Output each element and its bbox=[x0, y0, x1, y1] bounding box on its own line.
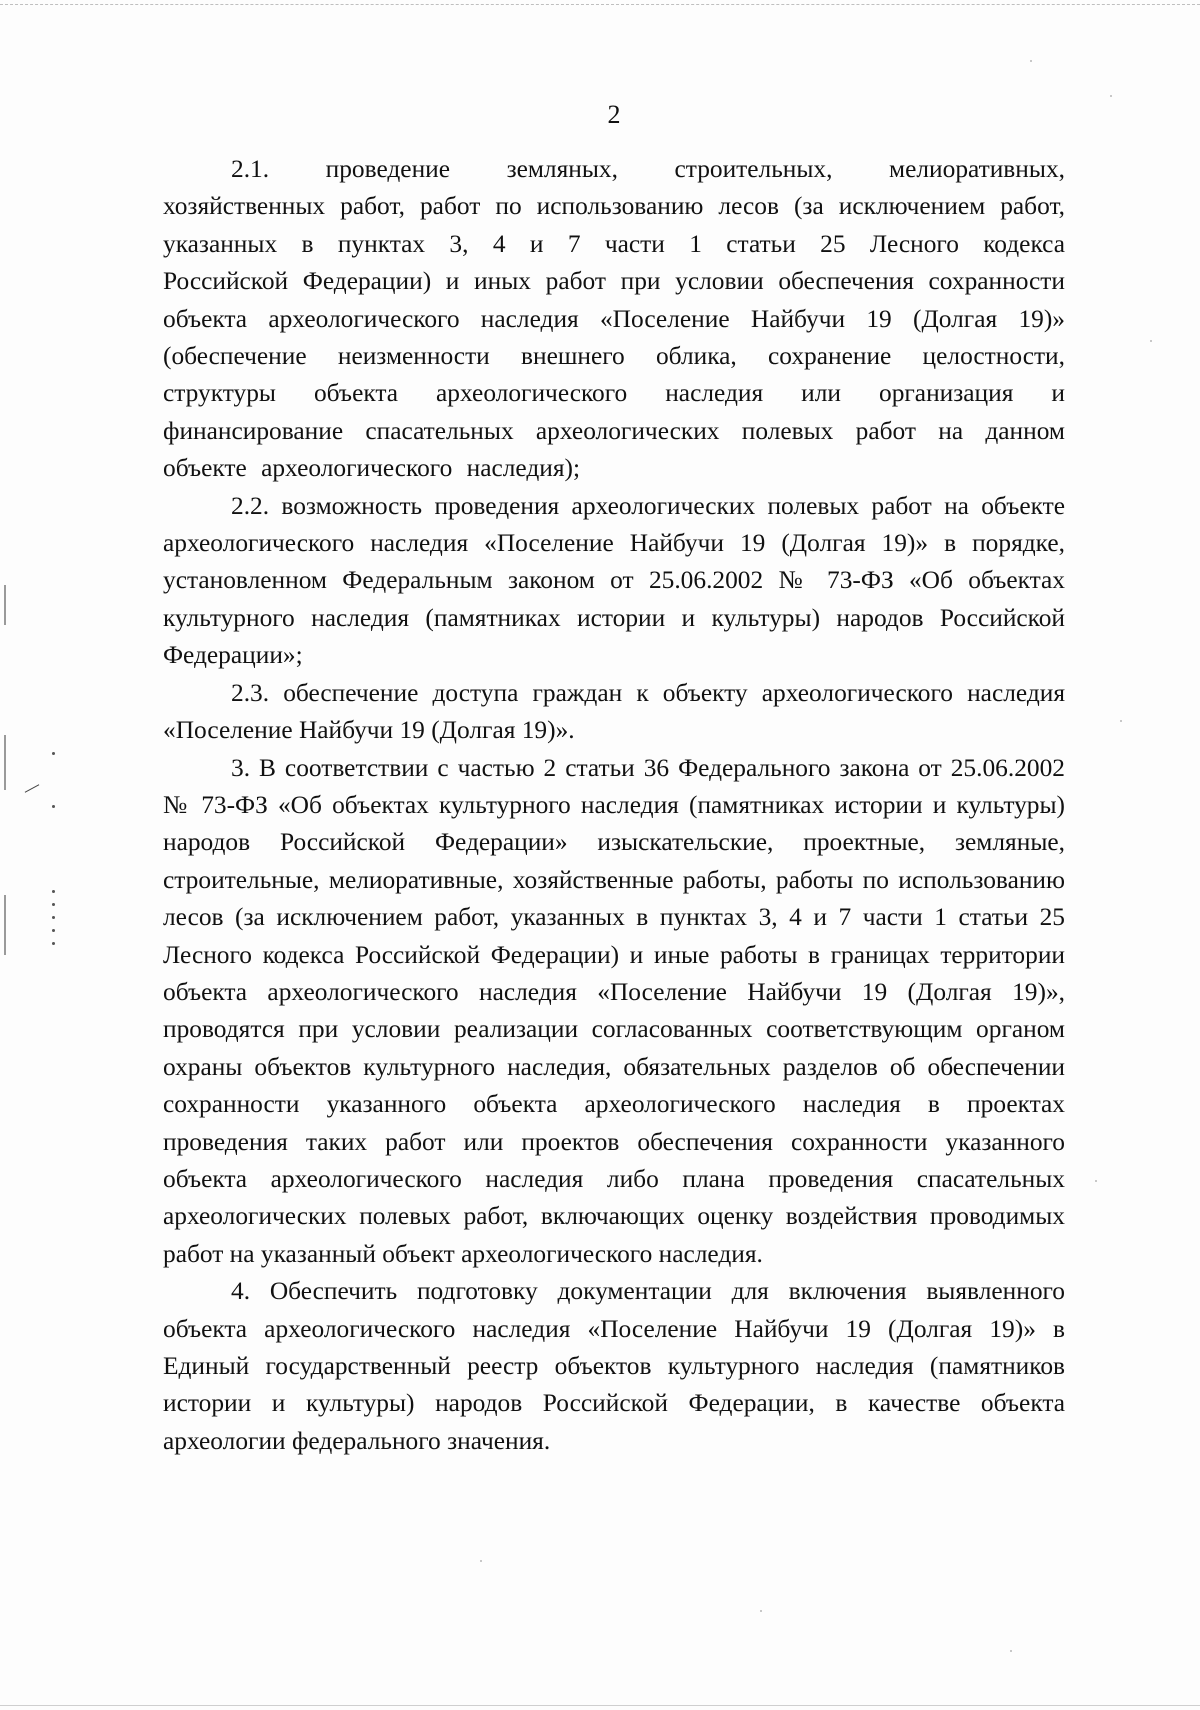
scan-speck bbox=[760, 1610, 762, 1612]
scan-speck bbox=[1010, 1650, 1012, 1652]
paragraph-2-2: 2.2. возможность проведения археологических полевых работ на объекте археологического наследия «Поселение Найбучи 19 (Долгая 19)» в порядке, установленном Федеральным законом от 25.06.2002 № 73-ФЗ «Об объектах культурного наследия (памятниках истории и культуры) народов Российской Федерации»; bbox=[163, 491, 1065, 670]
paragraph-2-3: 2.3. обеспечение доступа граждан к объекту археологического наследия «Поселение Найбучи 19 (Долгая 19)». bbox=[163, 678, 1065, 745]
paragraph-2-1: 2.1. проведение земляных, строительных, мелиоративных, хозяйственных работ, работ по использованию лесов (за исключением работ, указанных в пунктах 3, 4 и 7 части 1 статьи 25 Лесного кодекса Российской Федерации) и иных работ при условии обеспечения сохранности объекта археологического наследия «Поселение Найбучи 19 (Долгая 19)» (обеспечение неизменности внешнего облика, сохранение целостности, структуры объекта археологического наследия или организация и финансирование спасательных археологических полевых работ на данном объекте археологического наследия); bbox=[163, 155, 1065, 483]
scan-speck bbox=[1120, 720, 1122, 722]
scan-left-edge-mark bbox=[4, 895, 6, 955]
document-body bbox=[163, 151, 1065, 1460]
scan-speck bbox=[1095, 1180, 1097, 1182]
scan-speck bbox=[52, 929, 55, 932]
scan-left-edge-mark bbox=[4, 735, 6, 790]
scan-speck bbox=[480, 1560, 482, 1562]
scan-left-edge-mark bbox=[4, 585, 6, 625]
scan-speck bbox=[52, 805, 55, 808]
scan-speck bbox=[1150, 340, 1152, 342]
scan-speck bbox=[52, 903, 55, 906]
scan-speck bbox=[52, 916, 55, 919]
scan-speck bbox=[52, 890, 55, 893]
scan-speck bbox=[52, 752, 55, 755]
paragraph-3: 3. В соответствии с частью 2 статьи 36 Федерального закона от 25.06.2002 № 73-ФЗ «Об объектах культурного наследия (памятниках истории и культуры) народов Российской Федерации» изыскательские, проектные, земляные, строительные, мелиоративные, хозяйственные работы, работы по использованию лесов (за исключением работ, указанных в пунктах 3, 4 и 7 части 1 статьи 25 Лесного кодекса Российской Федерации) и иные работы в границах территории объекта археологического наследия «Поселение Найбучи 19 (Долгая 19)», проводятся при условии реализации согласованных соответствующим органом охраны объектов культурного наследия, обязательных разделов об обеспечении сохранности указанного объекта археологического наследия в проектах проведения таких работ или проектов обеспечения сохранности указанного объекта археологического наследия либо плана проведения спасательных археологических полевых работ, включающих оценку воздействия проводимых работ на указанный объект археологического наследия. bbox=[163, 753, 1065, 1268]
scan-top-edge bbox=[0, 4, 1200, 6]
scan-speck bbox=[1110, 95, 1112, 97]
scan-speck bbox=[52, 942, 55, 945]
scan-bottom-edge bbox=[0, 1705, 1200, 1706]
paragraph-4: 4. Обеспечить подготовку документации для включения выявленного объекта археологического наследия «Поселение Найбучи 19 (Долгая 19)» в Единый государственный реестр объектов культурного наследия (памятников истории и культуры) народов Российской Федерации, в качестве объекта археологии федерального значения. bbox=[163, 1277, 1065, 1455]
page-number: 2 bbox=[607, 100, 621, 129]
scan-speck bbox=[1030, 60, 1032, 62]
scan-stray-stroke bbox=[25, 784, 40, 792]
